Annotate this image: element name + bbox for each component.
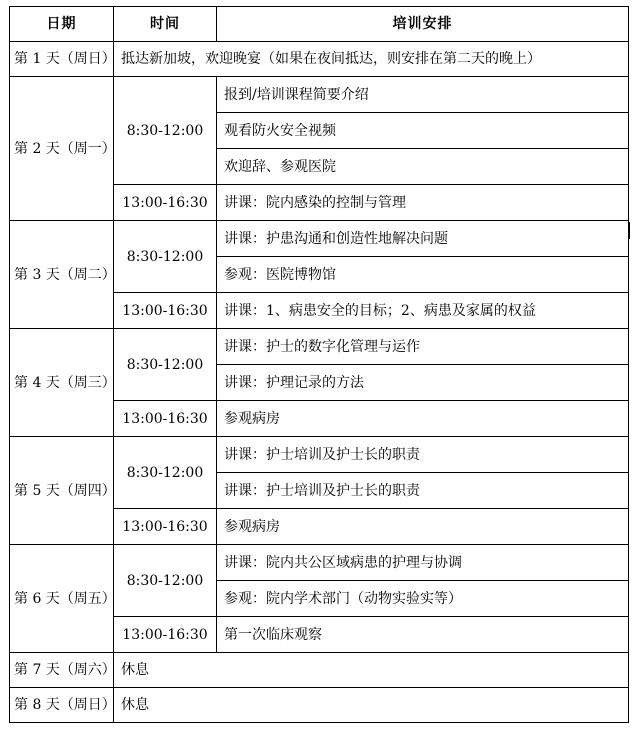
table-row [10,77,629,113]
activity-cell: 讲课：护理记录的方法 [217,365,629,401]
header-time: 时间 [114,7,217,42]
table-row [10,437,629,473]
schedule-page [9,6,628,723]
day-cell: 第 4 天（周三） [10,329,114,437]
activity-cell: 欢迎辞、参观医院 [217,149,629,185]
day-cell: 第 2 天（周一） [10,77,114,221]
time-cell: 13:00-16:30 [114,293,217,329]
activity-cell: 参观病房 [217,509,629,545]
text-cursor-mark [628,222,630,239]
activity-cell: 报到/培训课程简要介绍 [217,77,629,113]
activity-cell: 观看防火安全视频 [217,113,629,149]
time-cell: 13:00-16:30 [114,185,217,221]
table-row [10,653,629,688]
time-cell: 13:00-16:30 [114,509,217,545]
day-cell: 第 1 天（周日） [10,42,114,77]
activity-cell: 讲课：院内共公区域病患的护理与协调 [217,545,629,581]
day-cell: 第 5 天（周四） [10,437,114,545]
table-row [10,42,629,77]
day-cell: 第 3 天（周二） [10,221,114,329]
day-cell: 第 7 天（周六） [10,653,114,688]
arrangement-cell: 抵达新加坡，欢迎晚宴（如果在夜间抵达，则安排在第二天的晚上） [114,42,629,77]
time-cell: 13:00-16:30 [114,617,217,653]
table-row [10,688,629,723]
table-row [10,545,629,581]
activity-cell: 讲课：护士的数字化管理与运作 [217,329,629,365]
activity-cell: 讲课：院内感染的控制与管理 [217,185,629,221]
header-date: 日期 [10,7,114,42]
time-cell: 8:30-12:00 [114,77,217,185]
arrangement-cell: 休息 [114,653,629,688]
activity-cell: 参观病房 [217,401,629,437]
header-arrangement: 培训安排 [217,7,629,42]
activity-cell: 讲课：护患沟通和创造性地解决问题 [217,221,629,257]
activity-cell: 讲课：1、病患安全的目标；2、病患及家属的权益 [217,293,629,329]
time-cell: 8:30-12:00 [114,329,217,401]
time-cell: 8:30-12:00 [114,221,217,293]
activity-cell: 参观：医院博物馆 [217,257,629,293]
table-row [10,329,629,365]
training-schedule-table [9,6,629,723]
activity-cell: 讲课：护士培训及护士长的职责 [217,473,629,509]
day-cell: 第 6 天（周五） [10,545,114,653]
activity-cell: 第一次临床观察 [217,617,629,653]
header-row [10,7,629,42]
day-cell: 第 8 天（周日） [10,688,114,723]
activity-cell: 参观：院内学术部门（动物实验实等） [217,581,629,617]
table-row [10,221,629,257]
arrangement-cell: 休息 [114,688,629,723]
time-cell: 8:30-12:00 [114,545,217,617]
activity-cell: 讲课：护士培训及护士长的职责 [217,437,629,473]
time-cell: 13:00-16:30 [114,401,217,437]
time-cell: 8:30-12:00 [114,437,217,509]
